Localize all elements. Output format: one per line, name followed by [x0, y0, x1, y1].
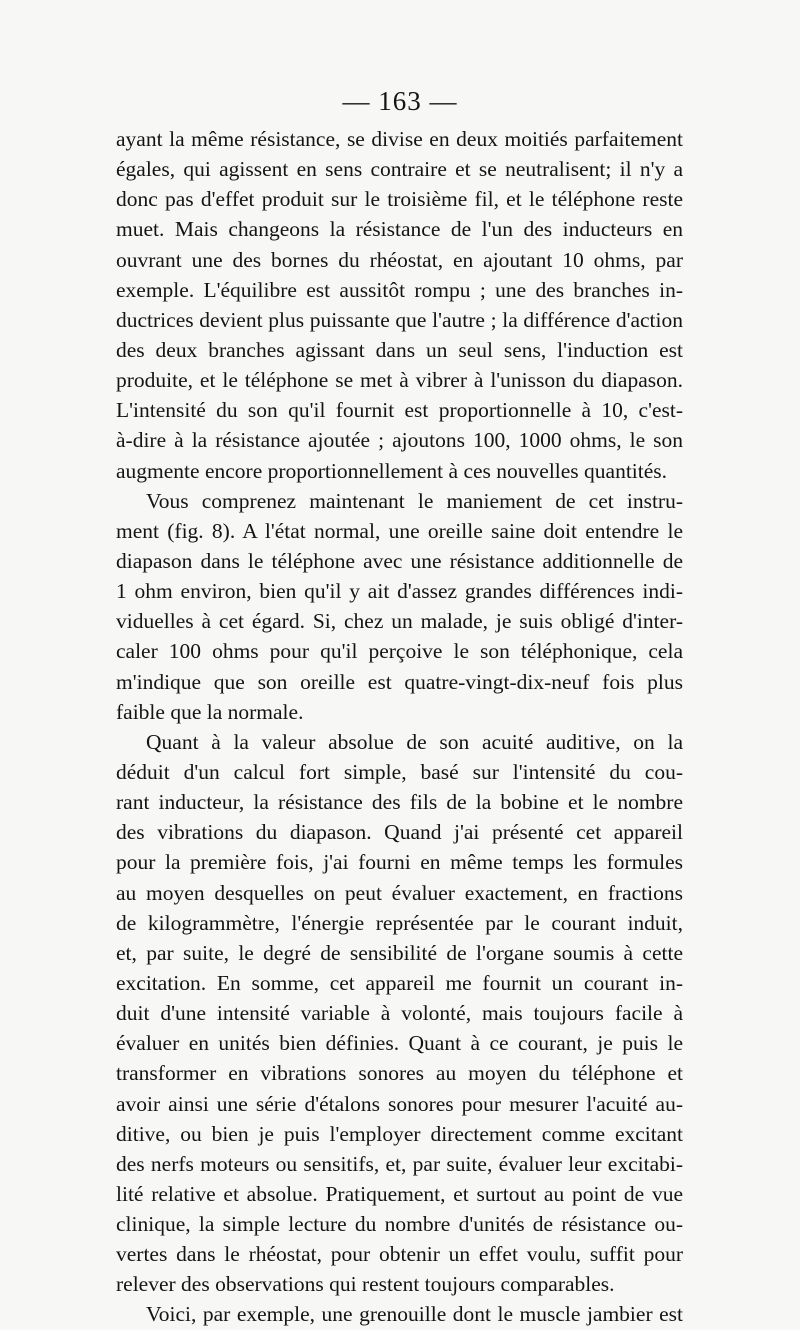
text-line: rant inducteur, la résistance des fils de la bobine et le nombre: [116, 790, 683, 815]
text-line: augmente encore proportionnellement à ces nouvelles quantités.: [116, 458, 668, 483]
text-line: des vibrations du diapason. Quand j'ai présenté cet appareil: [116, 820, 683, 845]
text-line: ditive, ou bien je puis l'employer directement comme excitant: [116, 1121, 683, 1146]
text-line: transformer en vibrations sonores au moyen du téléphone et: [116, 1061, 683, 1086]
text-line: au moyen desquelles on peut évaluer exactement, en fractions: [116, 880, 683, 905]
text-line: muet. Mais changeons la résistance de l'un des inducteurs en: [116, 217, 683, 242]
text-line: des deux branches agissant dans un seul sens, l'induction est: [116, 337, 683, 362]
text-line: duit d'une intensité variable à volonté, mais toujours facile à: [116, 1001, 683, 1026]
text-line: ouvrant une des bornes du rhéostat, en ajoutant 10 ohms, par: [116, 247, 683, 272]
text-line: viduelles à cet égard. Si, chez un malade, je suis obligé d'inter-: [116, 609, 683, 634]
text-line: et, par suite, le degré de sensibilité de l'organe soumis à cette: [116, 940, 683, 965]
text-line: de kilogrammètre, l'énergie représentée par le courant induit,: [116, 910, 683, 935]
text-line: Quant à la valeur absolue de son acuité auditive, on la: [146, 729, 683, 754]
page-number: — 163 —: [342, 86, 458, 116]
text-line: évaluer en unités bien définies. Quant à ce courant, je puis le: [116, 1031, 683, 1056]
text-line: faible que la normale.: [116, 699, 304, 724]
text-line: excitation. En somme, cet appareil me fournit un courant in-: [116, 970, 683, 995]
text-line: lité relative et absolue. Pratiquement, et surtout au point de vue: [116, 1181, 683, 1206]
text-line: m'indique que son oreille est quatre-vingt-dix-neuf fois plus: [116, 669, 683, 694]
body-text: [116, 124, 683, 1330]
text-line: pour la première fois, j'ai fourni en même temps les formules: [116, 850, 683, 875]
text-line: Voici, par exemple, une grenouille dont le muscle jambier est: [146, 1302, 683, 1327]
text-line: diapason dans le téléphone avec une résistance additionnelle de: [116, 548, 683, 573]
text-line: des nerfs moteurs ou sensitifs, et, par suite, évaluer leur excitabi-: [116, 1151, 683, 1176]
text-line: ductrices devient plus puissante que l'autre ; la différence d'action: [116, 307, 683, 332]
text-line: vertes dans le rhéostat, pour obtenir un effet voulu, suffit pour: [116, 1242, 683, 1267]
text-line: ment (fig. 8). A l'état normal, une oreille saine doit entendre le: [116, 518, 683, 543]
text-line: à-dire à la résistance ajoutée ; ajoutons 100, 1000 ohms, le son: [116, 428, 683, 453]
text-line: ayant la même résistance, se divise en deux moitiés parfaitement: [116, 127, 683, 151]
text-line: produite, et le téléphone se met à vibrer à l'unisson du diapason.: [116, 368, 683, 393]
text-line: caler 100 ohms pour qu'il perçoive le son téléphonique, cela: [116, 639, 683, 664]
text-line: Vous comprenez maintenant le maniement de cet instru-: [146, 488, 683, 513]
text-line: relever des observations qui restent toujours comparables.: [116, 1272, 615, 1297]
text-line: déduit d'un calcul fort simple, basé sur l'intensité du cou-: [116, 759, 683, 784]
text-line: exemple. L'équilibre est aussitôt rompu ; une des branches in-: [116, 277, 683, 302]
text-line: donc pas d'effet produit sur le troisième fil, et le téléphone reste: [116, 187, 683, 212]
text-line: clinique, la simple lecture du nombre d'unités de résistance ou-: [116, 1212, 683, 1237]
text-line: 1 ohm environ, bien qu'il y ait d'assez grandes différences indi-: [116, 579, 683, 604]
text-line: L'intensité du son qu'il fournit est proportionnelle à 10, c'est-: [116, 398, 683, 423]
text-line: avoir ainsi une série d'étalons sonores pour mesurer l'acuité au-: [116, 1091, 683, 1116]
text-line: égales, qui agissent en sens contraire et se neutralisent; il n'y a: [116, 157, 683, 182]
